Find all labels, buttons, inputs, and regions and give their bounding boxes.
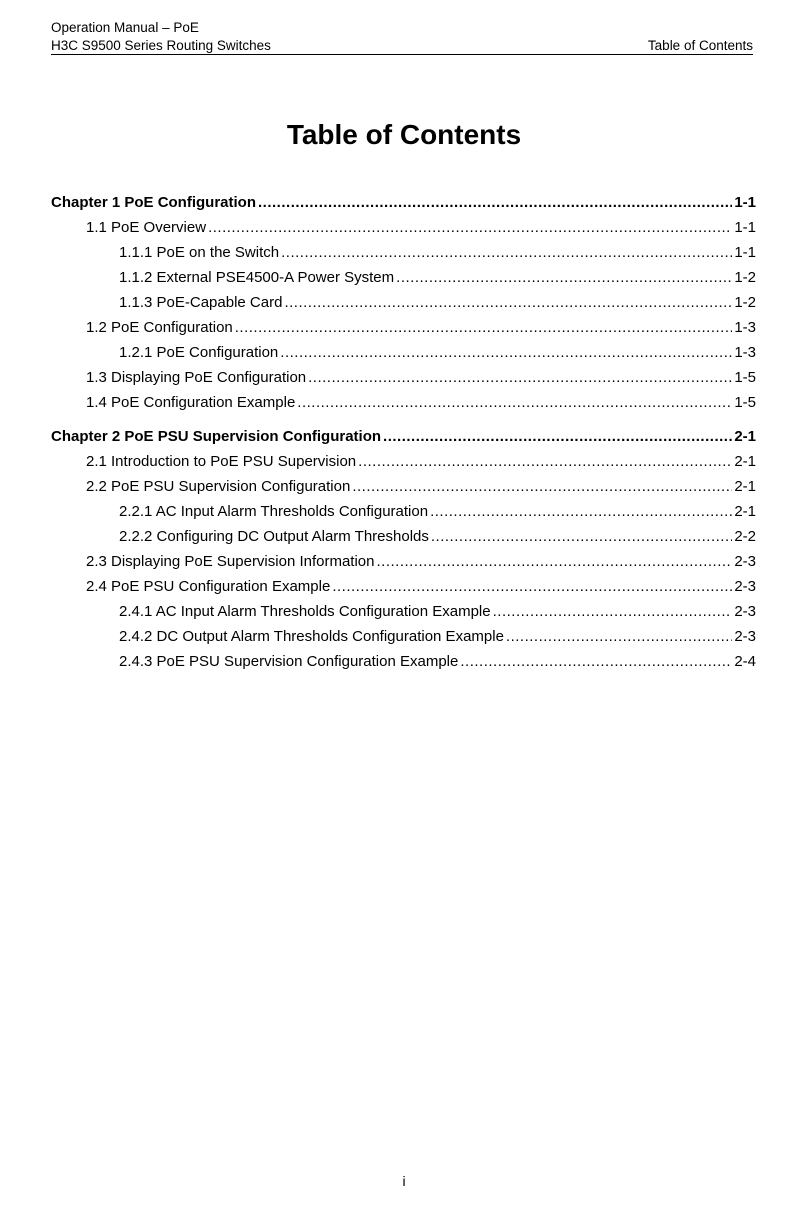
toc-entry-title: 2.4.2 DC Output Alarm Thresholds Configuration Example <box>119 628 504 645</box>
toc-entry-title: 1.1.1 PoE on the Switch <box>119 244 280 261</box>
toc-entry-title: 1.3 Displaying PoE Configuration <box>86 369 307 386</box>
toc-entry-page: 1-2 <box>734 294 756 311</box>
toc-entry-title: 2.4.3 PoE PSU Supervision Configuration Example <box>119 653 459 670</box>
toc-entry-title: 2.2.1 AC Input Alarm Thresholds Configuration <box>119 503 429 520</box>
toc-entry-title: 2.4.1 AC Input Alarm Thresholds Configuration Example <box>119 603 491 620</box>
toc-dot-leader <box>332 574 732 599</box>
toc-dot-leader <box>460 649 732 674</box>
toc-entry[interactable] <box>51 499 756 524</box>
toc-chapter-entry[interactable] <box>51 190 756 215</box>
toc-entry[interactable] <box>51 599 756 624</box>
toc-entry[interactable] <box>51 340 756 365</box>
toc-entry-title: 1.2.1 PoE Configuration <box>119 344 279 361</box>
toc-dot-leader <box>358 449 732 474</box>
toc-dot-leader <box>258 190 732 215</box>
toc-entry-title: 2.3 Displaying PoE Supervision Information <box>86 553 375 570</box>
toc-dot-leader <box>308 365 732 390</box>
toc-dot-leader <box>284 290 732 315</box>
toc-entry[interactable] <box>51 365 756 390</box>
toc-entry-page: 2-1 <box>734 428 756 445</box>
toc-entry[interactable] <box>51 315 756 340</box>
toc-dot-leader <box>377 549 733 574</box>
toc-entry[interactable] <box>51 449 756 474</box>
manual-title: Operation Manual – PoE <box>51 20 199 35</box>
toc-dot-leader <box>383 424 732 449</box>
toc-entry[interactable] <box>51 265 756 290</box>
toc-entry-title: Chapter 2 PoE PSU Supervision Configuration <box>51 428 382 445</box>
toc-entry-page: 1-2 <box>734 269 756 286</box>
page-title: Table of Contents <box>286 119 522 150</box>
toc-dot-leader <box>493 599 733 624</box>
toc-entry-page: 2-4 <box>734 653 756 670</box>
toc-dot-leader <box>208 215 732 240</box>
toc-entry-page: 1-3 <box>734 344 756 361</box>
toc-entry-title: 2.4 PoE PSU Configuration Example <box>86 578 331 595</box>
toc-dot-leader <box>297 390 732 415</box>
toc-entry-page: 1-1 <box>734 244 756 261</box>
toc-dot-leader <box>506 624 732 649</box>
toc-entry[interactable] <box>51 474 756 499</box>
toc-entry[interactable] <box>51 215 756 240</box>
toc-entry-page: 1-5 <box>734 394 756 411</box>
toc-entry[interactable] <box>51 390 756 415</box>
toc-dot-leader <box>352 474 732 499</box>
toc-entry-title: 2.1 Introduction to PoE PSU Supervision <box>86 453 357 470</box>
product-name: H3C S9500 Series Routing Switches <box>51 38 271 53</box>
toc-dot-leader <box>396 265 732 290</box>
toc-entry-title: Chapter 1 PoE Configuration <box>51 194 257 211</box>
toc-entry-page: 2-3 <box>734 578 756 595</box>
toc-dot-leader <box>235 315 733 340</box>
toc-dot-leader <box>430 499 732 524</box>
toc-entry[interactable] <box>51 624 756 649</box>
toc-entry-page: 2-3 <box>734 603 756 620</box>
toc-chapter-entry[interactable] <box>51 424 756 449</box>
toc-entry[interactable] <box>51 524 756 549</box>
toc-entry-page: 2-1 <box>734 478 756 495</box>
toc-entry[interactable] <box>51 240 756 265</box>
toc-entry-title: 1.1 PoE Overview <box>86 219 207 236</box>
toc-entry-page: 2-2 <box>734 528 756 545</box>
toc-entry-page: 2-1 <box>734 503 756 520</box>
toc-dot-leader <box>280 340 732 365</box>
toc-entry-page: 2-1 <box>734 453 756 470</box>
header-rule <box>51 54 753 55</box>
toc-dot-leader <box>281 240 732 265</box>
toc-entry-page: 2-3 <box>734 553 756 570</box>
toc-list <box>51 190 756 674</box>
running-header-left <box>51 19 271 55</box>
toc-entry[interactable] <box>51 549 756 574</box>
toc-entry[interactable] <box>51 649 756 674</box>
toc-entry-title: 1.1.3 PoE-Capable Card <box>119 294 283 311</box>
running-header-right: Table of Contents <box>647 38 753 53</box>
toc-dot-leader <box>431 524 732 549</box>
toc-entry-title: 1.2 PoE Configuration <box>86 319 233 336</box>
toc-entry-title: 1.4 PoE Configuration Example <box>86 394 296 411</box>
toc-entry-page: 1-1 <box>734 219 756 236</box>
toc-entry-page: 1-5 <box>734 369 756 386</box>
toc-entry[interactable] <box>51 290 756 315</box>
toc-entry-page: 2-3 <box>734 628 756 645</box>
toc-entry-page: 1-1 <box>734 194 756 211</box>
toc-entry-title: 2.2.2 Configuring DC Output Alarm Thresholds <box>119 528 429 545</box>
toc-entry[interactable] <box>51 574 756 599</box>
page-number: i <box>402 1173 406 1189</box>
toc-entry-page: 1-3 <box>734 319 756 336</box>
toc-entry-title: 1.1.2 External PSE4500-A Power System <box>119 269 395 286</box>
toc-entry-title: 2.2 PoE PSU Supervision Configuration <box>86 478 351 495</box>
